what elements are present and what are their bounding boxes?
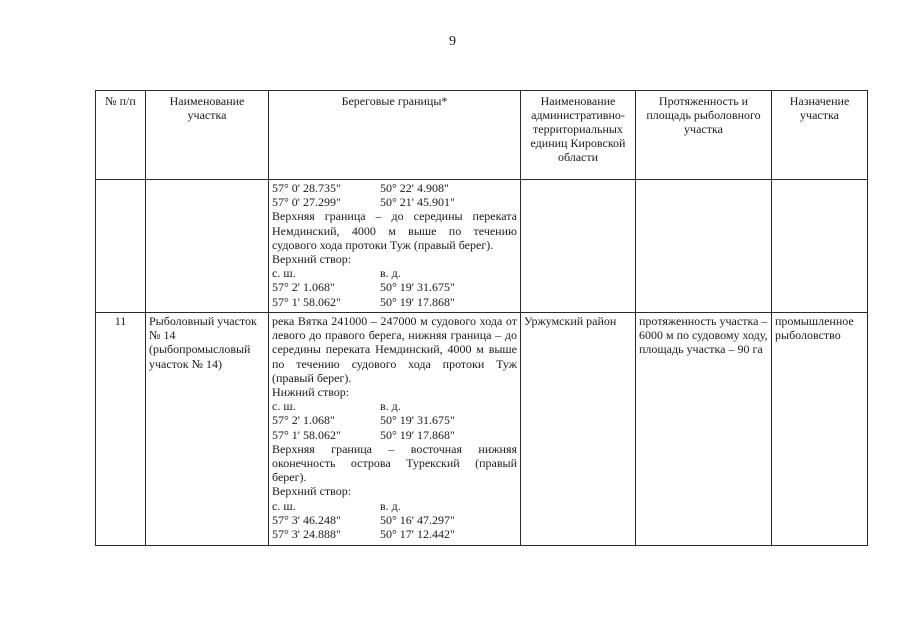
header-area-name: Наименование участка bbox=[146, 91, 269, 180]
table-header-row bbox=[96, 91, 868, 180]
cell-empty bbox=[636, 180, 772, 313]
cell-empty bbox=[96, 180, 146, 313]
upper-boundary-text: Верхняя граница – восточная нижняя оконечность острова Турекский (правый берег). bbox=[272, 441, 517, 485]
cell-empty bbox=[772, 180, 868, 313]
coord-header: с. ш. в. д. bbox=[272, 399, 401, 414]
coord-header: с. ш. в. д. bbox=[272, 498, 401, 513]
upper-alignment-title: Верхний створ: bbox=[272, 484, 352, 499]
lower-alignment-title: Нижний створ: bbox=[272, 385, 350, 400]
coord-line: 57° 2' 1.068" 50° 19' 31.675" bbox=[272, 280, 455, 295]
header-boundaries: Береговые границы* bbox=[269, 91, 521, 180]
coord-line: 57° 0' 27.299" 50° 21' 45.901" bbox=[272, 195, 455, 210]
coord-line: 57° 3' 24.888" 50° 17' 12.442" bbox=[272, 527, 455, 542]
coord-line: 57° 1' 58.062" 50° 19' 17.868" bbox=[272, 294, 455, 309]
cell-district: Уржумский район bbox=[521, 313, 636, 546]
coord-header: с. ш. в. д. bbox=[272, 266, 401, 281]
cell-area-name: Рыболовный участок № 14 (рыбопромысловый участок № 14) bbox=[146, 313, 269, 546]
cell-empty bbox=[521, 180, 636, 313]
cell-purpose: промышленное рыболовство bbox=[772, 313, 868, 546]
cell-boundaries-continued bbox=[269, 180, 521, 313]
page-number: 9 bbox=[449, 34, 456, 49]
coord-line: 57° 0' 28.735" 50° 22' 4.908" bbox=[272, 181, 449, 195]
table-row-continuation bbox=[96, 180, 868, 313]
coord-line: 57° 2' 1.068" 50° 19' 31.675" bbox=[272, 413, 455, 428]
upper-boundary-text: Верхняя граница – до середины переката Немдинский, 4000 м выше по течению судового хода протоки Туж (правый берег). bbox=[272, 209, 517, 252]
header-number: № п/п bbox=[96, 91, 146, 180]
cell-empty bbox=[146, 180, 269, 313]
cell-row-number: 11 bbox=[96, 313, 146, 546]
fishing-areas-table bbox=[95, 90, 868, 546]
cell-extent: протяженность участка – 6000 м по судовому ходу, площадь участка – 90 га bbox=[636, 313, 772, 546]
header-district: Наименование административно-территориальных единиц Кировской области bbox=[521, 91, 636, 180]
table-row bbox=[96, 313, 868, 546]
coord-line: 57° 3' 46.248" 50° 16' 47.297" bbox=[272, 512, 455, 527]
coord-line: 57° 1' 58.062" 50° 19' 17.868" bbox=[272, 427, 455, 442]
boundary-text: река Вятка 241000 – 247000 м судового хода от левого до правого берега, нижняя граница – до середины переката Немдинский, 4000 м выше по течению судового хода протоки Туж (правый берег). bbox=[272, 314, 517, 385]
header-extent: Протяженность и площадь рыболовного участка bbox=[636, 91, 772, 180]
header-purpose: Назначение участка bbox=[772, 91, 868, 180]
cell-boundaries bbox=[269, 313, 521, 546]
upper-alignment-title: Верхний створ: bbox=[272, 252, 352, 267]
